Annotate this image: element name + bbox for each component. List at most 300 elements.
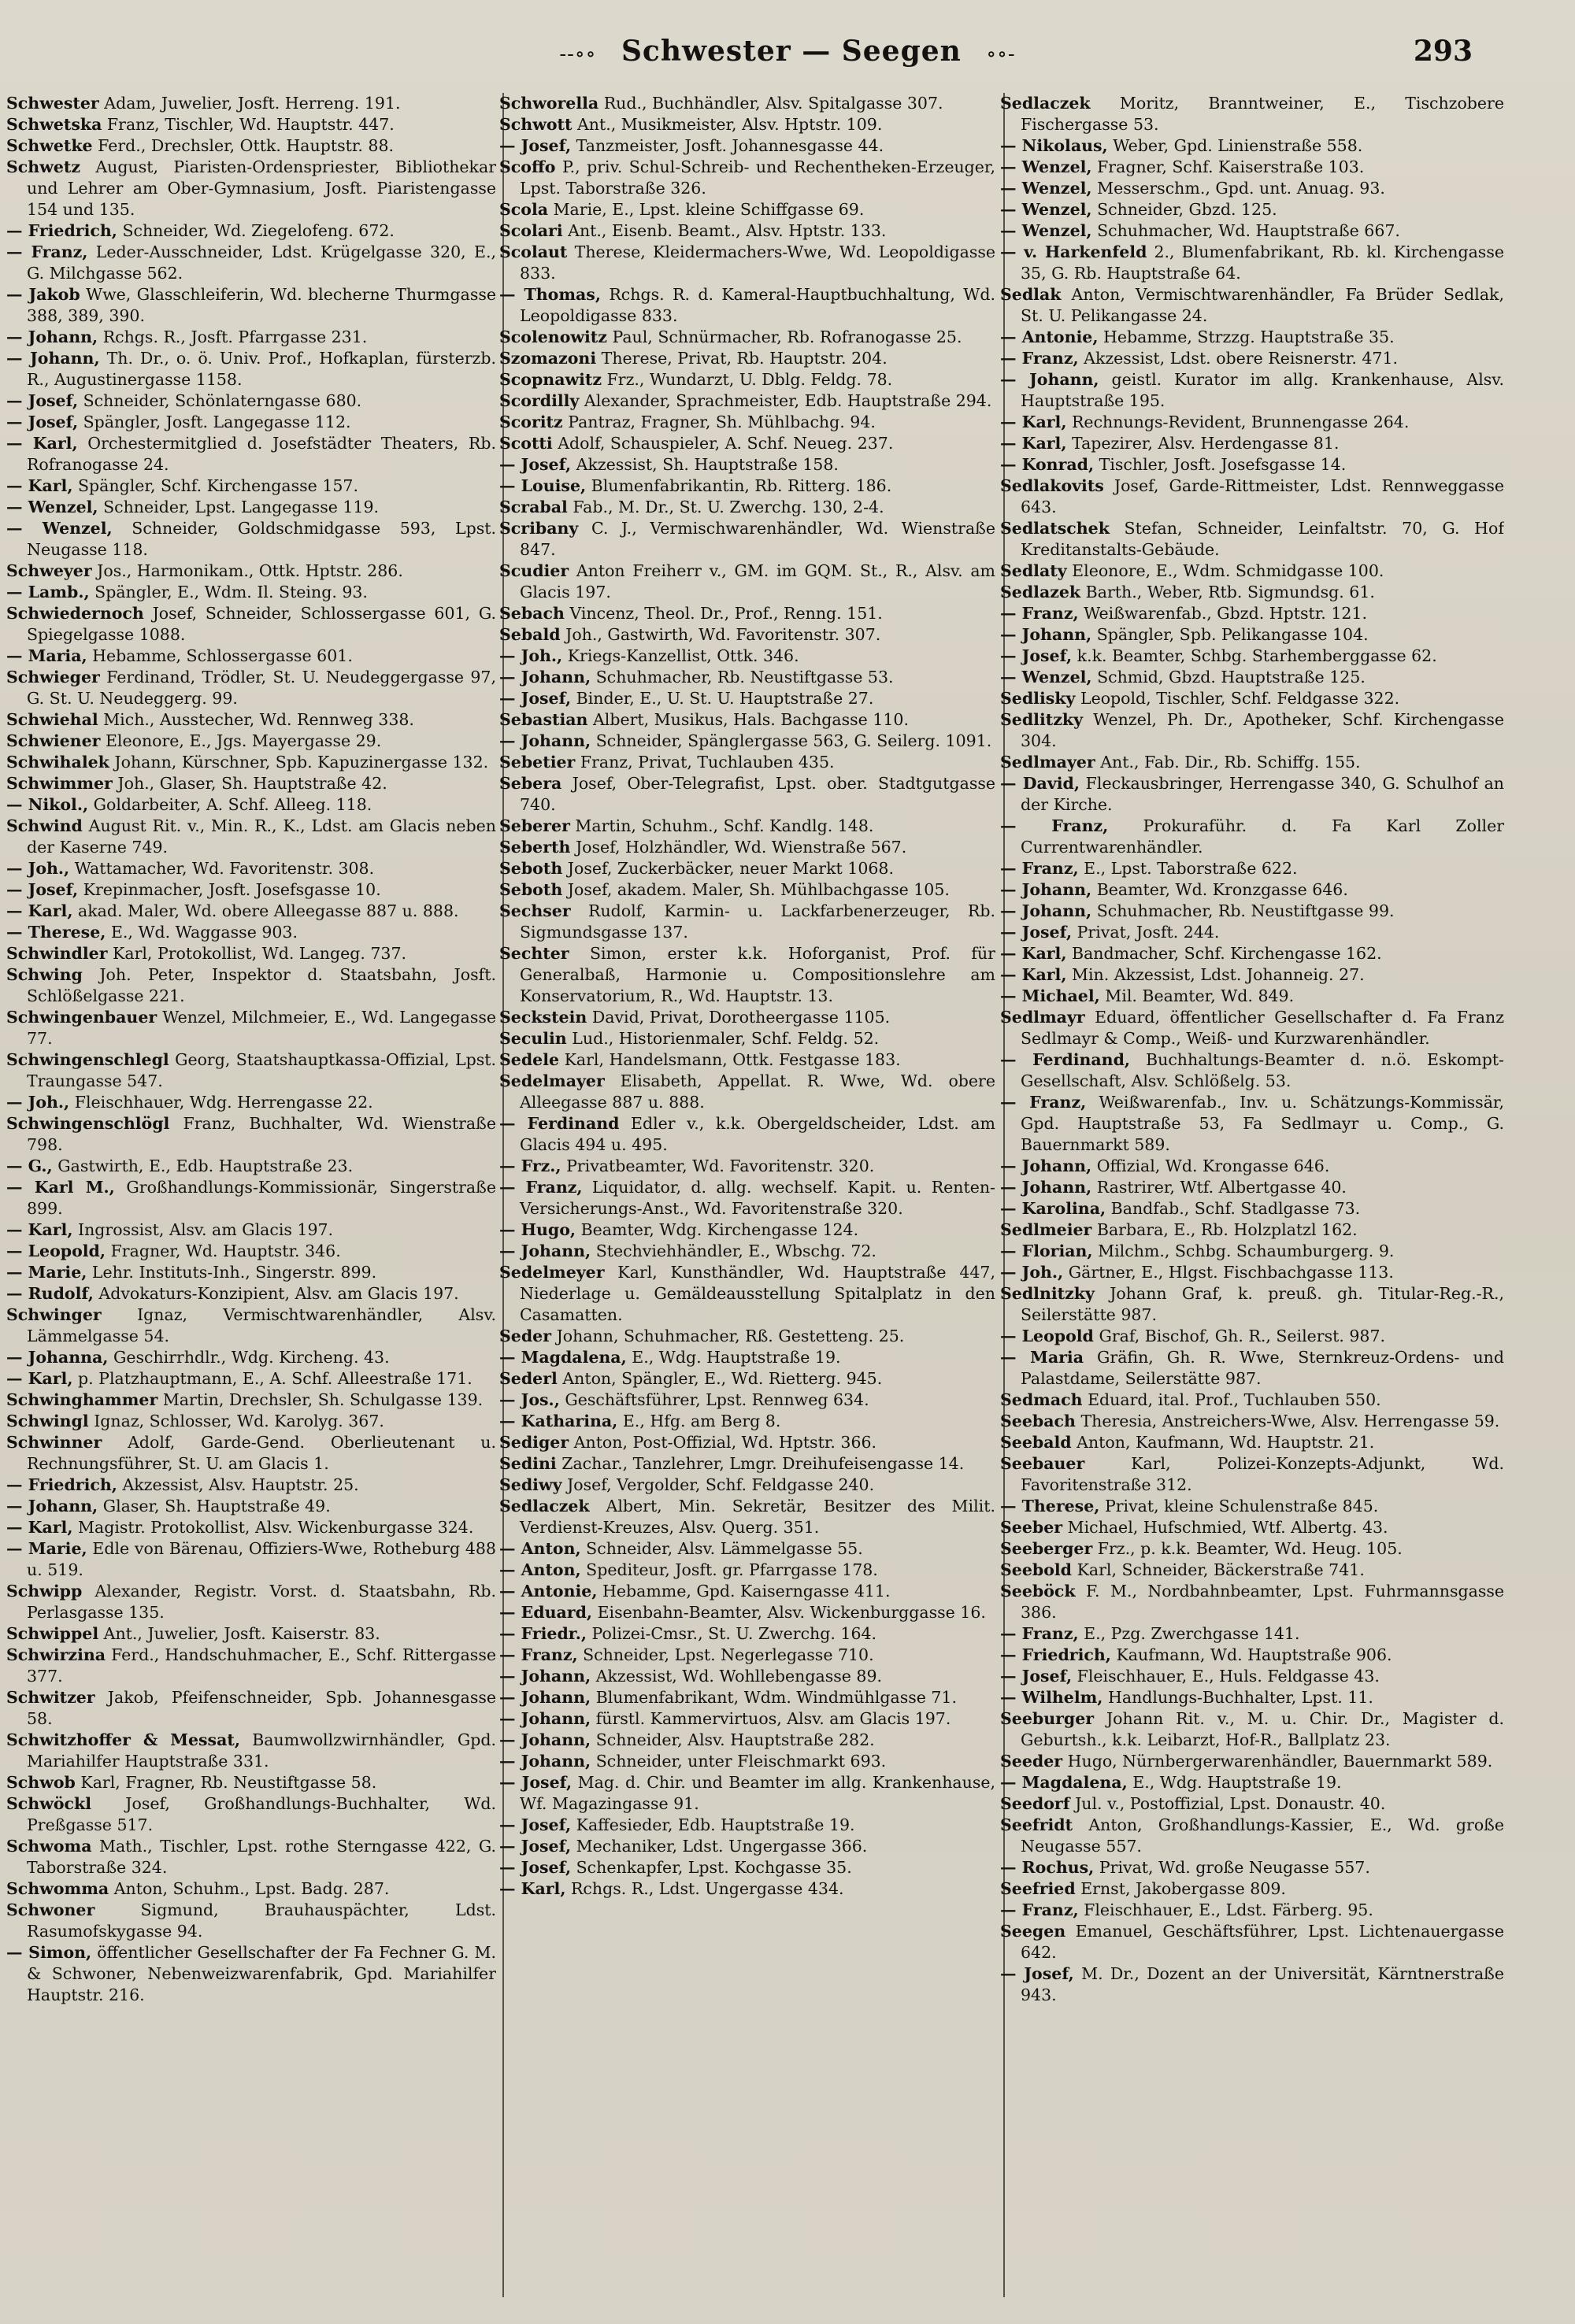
entry-name: — Therese, [6, 923, 106, 942]
entry-detail: Binder, E., U. St. U. Hauptstraße 27. [576, 689, 874, 708]
directory-entry [499, 603, 995, 624]
entry-detail: Eleonore, E., Wdm. Schmidgasse 100. [1072, 561, 1384, 580]
directory-entry [1000, 199, 1504, 220]
entry-detail: Zachar., Tanzlehrer, Lmgr. Dreihufeisengasse 14. [561, 1454, 965, 1473]
entry-detail: Jakob, Pfeifenschneider, Spb. Johannesgasse 58. [27, 1688, 496, 1728]
entry-name: — Karl, [6, 1220, 73, 1239]
entry-name: — Franz, [499, 1645, 578, 1664]
entry-name: — Josef, [6, 391, 79, 410]
directory-entry [1000, 1708, 1504, 1751]
entry-name: — Michael, [1000, 986, 1100, 1005]
entry-detail: Min. Akzessist, Ldst. Johanneig. 27. [1072, 965, 1365, 984]
entry-name: Seeböck [1000, 1582, 1076, 1601]
entry-name: Sedele [499, 1050, 560, 1069]
directory-entry [499, 943, 995, 1007]
directory-entry [499, 1432, 995, 1453]
entry-detail: Edle von Bärenau, Offiziers-Wwe, Rotheburg 488 u. 519. [27, 1539, 496, 1579]
directory-entry [6, 1730, 496, 1772]
entry-detail: Weißwarenfab., Inv. u. Schätzungs-Kommissär, Gpd. Hauptstraße 53, Fa Sedlmayr u. Comp., G. Bauernmarkt 589. [1021, 1093, 1504, 1154]
directory-entry [1000, 624, 1504, 646]
entry-detail: Schneider, Alsv. Lämmelgasse 55. [586, 1539, 863, 1558]
directory-entry [499, 752, 995, 773]
directory-entry [499, 773, 995, 816]
directory-entry [499, 709, 995, 731]
directory-entry [6, 1177, 496, 1219]
directory-entry [1000, 1411, 1504, 1432]
directory-entry [499, 1475, 995, 1496]
entry-name: Scolari [499, 221, 563, 240]
directory-entry [1000, 476, 1504, 518]
entry-name: — Karl, [6, 1369, 73, 1388]
entry-name: — Maria, [6, 646, 87, 665]
entry-name: — Konrad, [1000, 455, 1095, 474]
entry-detail: Johann Rit. v., M. u. Chir. Dr., Magister d. Geburtsh., k.k. Leibarzt, Hof-R., Ballplatz 23. [1021, 1709, 1504, 1749]
entry-name: — Josef, [499, 1837, 572, 1856]
directory-entry [6, 752, 496, 773]
entry-detail: Vincenz, Theol. Dr., Prof., Renng. 151. [569, 604, 883, 623]
entry-detail: fürstl. Kammervirtuos, Alsv. am Glacis 197. [595, 1709, 951, 1728]
entry-name: Schworella [499, 94, 599, 113]
entry-detail: Therese, Kleidermachers-Wwe, Wd. Leopoldigasse 833. [520, 242, 995, 283]
entry-detail: Franz, Tischler, Wd. Hauptstr. 447. [106, 115, 395, 134]
entry-name: — Wenzel, [6, 498, 98, 516]
entry-name: Schwingenbauer [6, 1008, 158, 1027]
entry-name: — Franz, [1000, 859, 1079, 878]
entry-detail: Kaffesieder, Edb. Hauptstraße 19. [576, 1815, 855, 1834]
directory-entry [499, 1453, 995, 1475]
entry-detail: E., Lpst. Taborstraße 622. [1084, 859, 1298, 878]
directory-entry [1000, 1560, 1504, 1581]
entry-name: — Josef, [6, 880, 79, 899]
entry-name: Seeburger [1000, 1709, 1095, 1728]
entry-detail: Simon, erster k.k. Hoforganist, Prof. für Generalbaß, Harmonie u. Compositionslehre am Konservatorium, R., Wd. Hauptstr. 13. [520, 944, 995, 1005]
directory-entry [1000, 518, 1504, 561]
directory-entry [1000, 1581, 1504, 1623]
directory-entry [6, 858, 496, 879]
directory-entry [6, 412, 496, 433]
entry-detail: Anton, Großhandlungs-Kassier, E., Wd. große Neugasse 557. [1021, 1815, 1504, 1856]
directory-entry [499, 688, 995, 709]
directory-entry [6, 433, 496, 476]
directory-entry [499, 561, 995, 603]
entry-name: Scordilly [499, 391, 580, 410]
directory-entry [499, 242, 995, 284]
directory-entry [6, 1878, 496, 1900]
entry-name: — Karl, [6, 476, 73, 495]
entry-name: Sedelmayer [499, 1071, 605, 1090]
entry-detail: Fleischhauer, Wdg. Herrengasse 22. [74, 1093, 373, 1112]
entry-detail: Gärtner, E., Hlgst. Fischbachgasse 113. [1068, 1263, 1394, 1282]
directory-entry [1000, 1453, 1504, 1496]
entry-name: — Friedrich, [1000, 1645, 1111, 1664]
directory-entry [6, 1049, 496, 1092]
entry-name: — Johanna, [6, 1348, 109, 1367]
directory-entry [499, 1560, 995, 1581]
directory-entry [1000, 1772, 1504, 1793]
entry-name: Sedlatschek [1000, 519, 1110, 538]
entry-name: — Marie, [6, 1539, 87, 1558]
entry-detail: Mil. Beamter, Wd. 849. [1105, 986, 1295, 1005]
entry-detail: Joh., Gastwirth, Wd. Favoritenstr. 307. [565, 625, 881, 644]
directory-entry [1000, 879, 1504, 901]
entry-name: — Johann, [499, 1709, 591, 1728]
entry-detail: Gräfin, Gh. R. Wwe, Sternkreuz-Ordens- und Palastdame, Seilerstätte 987. [1021, 1348, 1504, 1388]
entry-detail: Lud., Historienmaler, Schf. Feldg. 52. [572, 1029, 880, 1048]
column-3 [1000, 93, 1504, 2297]
entry-detail: Blumenfabrikant, Wdm. Windmühlgasse 71. [595, 1688, 957, 1707]
entry-name: — Josef, [6, 413, 79, 431]
entry-detail: Mich., Ausstecher, Wd. Rennweg 338. [103, 710, 414, 729]
entry-name: — Joh., [499, 646, 563, 665]
entry-name: — Franz, [6, 242, 88, 261]
column-1 [6, 93, 496, 2297]
entry-name: Seckstein [499, 1008, 587, 1027]
entry-detail: Bandfab., Schf. Stadlgasse 73. [1110, 1199, 1361, 1218]
entry-name: — Maria [1000, 1348, 1084, 1367]
directory-entry [1000, 773, 1504, 816]
entry-name: — Karl, [1000, 944, 1067, 963]
entry-name: Scudier [499, 561, 569, 580]
entry-detail: Wenzel, Milchmeier, E., Wd. Langegasse 77. [27, 1008, 496, 1048]
entry-detail: Josef, akadem. Maler, Sh. Mühlbachgasse 105. [567, 880, 950, 899]
entry-name: Schwetke [6, 136, 93, 155]
entry-name: Scolenowitz [499, 328, 607, 346]
entry-detail: Schneider, Alsv. Hauptstraße 282. [595, 1730, 875, 1749]
entry-detail: Großhandlungs-Kommissionär, Singerstraße 899. [27, 1178, 496, 1218]
entry-name: Schwing [6, 965, 83, 984]
directory-entry [1000, 157, 1504, 178]
entry-name: — Wilhelm, [1000, 1688, 1103, 1707]
entry-detail: Ignaz, Schlosser, Wd. Karolyg. 367. [94, 1412, 384, 1430]
entry-name: Sedlmeier [1000, 1220, 1092, 1239]
directory-entry [499, 518, 995, 561]
entry-name: Schwomma [6, 1879, 109, 1898]
entry-detail: Mechaniker, Ldst. Ungergasse 366. [576, 1837, 868, 1856]
entry-name: — Rochus, [1000, 1858, 1095, 1877]
entry-name: — Magdalena, [499, 1348, 627, 1367]
ornament-right: ∘∘- [986, 43, 1016, 66]
entry-detail: Eisenbahn-Beamter, Alsv. Wickenburggasse 16. [597, 1603, 986, 1622]
entry-name: — Johann, [6, 349, 100, 368]
directory-entry [499, 1708, 995, 1730]
directory-entry [499, 348, 995, 369]
entry-name: Sederl [499, 1369, 558, 1388]
directory-entry [1000, 135, 1504, 157]
entry-name: Scola [499, 200, 549, 219]
entry-detail: Ant., Eisenb. Beamt., Alsv. Hptstr. 133. [568, 221, 887, 240]
entry-detail: Krepinmacher, Josft. Josefsgasse 10. [83, 880, 381, 899]
directory-entry [499, 220, 995, 242]
entry-detail: Adam, Juwelier, Josft. Herreng. 191. [104, 94, 401, 113]
entry-detail: Spängler, Spb. Pelikangasse 104. [1096, 625, 1369, 644]
entry-name: Schwihalek [6, 753, 109, 772]
entry-name: Scribany [499, 519, 579, 538]
entry-detail: Rudolf, Karmin- u. Lackfarbenerzeuger, Rb. Sigmundsgasse 137. [520, 901, 995, 942]
entry-detail: Rchgs. R. d. Kameral-Hauptbuchhaltung, Wd. Leopoldigasse 833. [520, 285, 995, 325]
entry-detail: Baumwollzwirnhändler, Gpd. Mariahilfer Hauptstraße 331. [27, 1730, 496, 1771]
directory-entry [499, 1772, 995, 1815]
entry-detail: Prokuraführ. d. Fa Karl Zoller Currentwarenhändler. [1021, 816, 1504, 857]
directory-entry [6, 1942, 496, 2006]
entry-name: Schwindler [6, 944, 108, 963]
entry-name: Sedmach [1000, 1390, 1083, 1409]
entry-detail: Schneider, Lpst. Negerlegasse 710. [583, 1645, 874, 1664]
entry-detail: Martin, Drechsler, Sh. Schulgasse 139. [162, 1390, 484, 1409]
directory-entry [1000, 561, 1504, 582]
entry-detail: Anton, Post-Offizial, Wd. Hptstr. 366. [573, 1433, 877, 1452]
entry-detail: Fleischhauer, E., Huls. Feldgasse 43. [1077, 1667, 1380, 1686]
entry-detail: Fragner, Wd. Hauptstr. 346. [110, 1242, 341, 1260]
entry-name: Sebastian [499, 710, 588, 729]
directory-entry [1000, 1645, 1504, 1666]
directory-entry [499, 1878, 995, 1900]
entry-detail: Schneider, Wd. Ziegelofeng. 672. [122, 221, 395, 240]
entry-detail: Blumenfabrikantin, Rb. Ritterg. 186. [591, 476, 892, 495]
entry-name: Seebald [1000, 1433, 1072, 1452]
entry-detail: Moritz, Branntweiner, E., Tischzobere Fischergasse 53. [1021, 94, 1504, 134]
entry-name: — Josef, [1000, 1964, 1074, 1983]
directory-entry [499, 1411, 995, 1432]
entry-detail: Alexander, Sprachmeister, Edb. Hauptstraße 294. [584, 391, 992, 410]
entry-detail: David, Privat, Dorotheergasse 1105. [591, 1008, 891, 1027]
entry-detail: Messerschm., Gpd. unt. Anuag. 93. [1097, 179, 1385, 198]
directory-entry [499, 1113, 995, 1156]
entry-detail: Milchm., Schbg. Schaumburgerg. 9. [1098, 1242, 1395, 1260]
directory-entry [6, 348, 496, 390]
entry-detail: Johann Graf, k. preuß. gh. Titular-Reg.-R., Seilerstätte 987. [1021, 1284, 1504, 1324]
entry-detail: Frz., p. k.k. Beamter, Wd. Heug. 105. [1097, 1539, 1403, 1558]
entry-name: — Johann, [499, 1730, 591, 1749]
entry-detail: Beamter, Wd. Kronzgasse 646. [1096, 880, 1348, 899]
directory-entry [499, 667, 995, 688]
entry-name: — Joh., [1000, 1263, 1064, 1282]
entry-detail: geistl. Kurator im allg. Krankenhause, Alsv. Hauptstraße 195. [1021, 370, 1504, 410]
directory-entry [6, 242, 496, 284]
entry-name: — Johann, [6, 328, 98, 346]
entry-detail: Adolf, Garde-Gend. Oberlieutenant u. Rechnungsführer, St. U. am Glacis 1. [27, 1433, 496, 1473]
entry-detail: Josef, Holzhändler, Wd. Wienstraße 567. [575, 838, 907, 857]
directory-entry [1000, 1007, 1504, 1049]
entry-name: — Franz, [1000, 349, 1079, 368]
entry-detail: Schmid, Gbzd. Hauptstraße 125. [1097, 668, 1366, 686]
entry-name: — Wenzel, [1000, 157, 1092, 176]
entry-name: Schwitzer [6, 1688, 95, 1707]
entry-detail: Geschäftsführer, Lpst. Rennweg 634. [565, 1390, 869, 1409]
directory-entry [499, 816, 995, 837]
entry-name: — Leopold [1000, 1327, 1094, 1345]
entry-detail: Gastwirth, E., Edb. Hauptstraße 23. [57, 1156, 354, 1175]
directory-entry [6, 773, 496, 794]
entry-detail: Joh., Glaser, Sh. Hauptstraße 42. [117, 774, 387, 793]
entry-detail: Akzessist, Sh. Hauptstraße 158. [576, 455, 839, 474]
entry-detail: Th. Dr., o. ö. Univ. Prof., Hofkaplan, fürsterzb. R., Augustinergasse 1158. [27, 349, 496, 389]
directory-entry [499, 199, 995, 220]
directory-entry [1000, 220, 1504, 242]
entry-name: Sebetier [499, 753, 576, 772]
directory-entry [499, 1857, 995, 1878]
entry-detail: E., Wdg. Hauptstraße 19. [632, 1348, 841, 1367]
directory-entry [499, 879, 995, 901]
directory-entry [6, 1772, 496, 1793]
entry-name: Schwingl [6, 1412, 89, 1430]
entry-name: — Karolina, [1000, 1199, 1106, 1218]
entry-detail: Lehr. Instituts-Inh., Singerstr. 899. [91, 1263, 377, 1282]
entry-name: Seegen [1000, 1922, 1066, 1941]
entry-detail: Georg, Staatshauptkassa-Offizial, Lpst. Traungasse 547. [27, 1050, 496, 1090]
entry-detail: Leder-Ausschneider, Ldst. Krügelgasse 320, E., G. Milchgasse 562. [27, 242, 496, 283]
entry-name: Seebach [1000, 1412, 1076, 1430]
directory-entry [6, 1241, 496, 1262]
entry-name: Schwipp [6, 1582, 83, 1601]
entry-detail: Privatbeamter, Wd. Favoritenstr. 320. [566, 1156, 875, 1175]
entry-detail: Offizial, Wd. Krongasse 646. [1096, 1156, 1330, 1175]
entry-detail: Math., Tischler, Lpst. rothe Sterngasse 422, G. Taborstraße 324. [27, 1837, 496, 1877]
page-header [0, 31, 1575, 79]
directory-entry [1000, 1219, 1504, 1241]
directory-entry [499, 858, 995, 879]
entry-name: Sebera [499, 774, 562, 793]
directory-entry [499, 1751, 995, 1772]
directory-entry [1000, 454, 1504, 476]
directory-entry [6, 518, 496, 561]
entry-detail: Barth., Weber, Rtb. Sigmundsg. 61. [1085, 583, 1375, 601]
entry-name: Seberth [499, 838, 571, 857]
entry-name: — Magdalena, [1000, 1773, 1128, 1792]
entry-detail: Josef, Großhandlungs-Buchhalter, Wd. Preßgasse 517. [27, 1794, 496, 1834]
entry-name: Scrabal [499, 498, 568, 516]
entry-name: — G., [6, 1156, 53, 1175]
entry-name: Schwott [499, 115, 573, 134]
entry-name: Sedelmeyer [499, 1263, 605, 1282]
entry-name: — Jakob [6, 285, 80, 304]
entry-name: Seboth [499, 859, 563, 878]
entry-detail: Buchhaltungs-Beamter d. n.ö. Eskompt-Gesellschaft, Alsv. Schlößelg. 53. [1021, 1050, 1504, 1090]
entry-name: Seberer [499, 816, 570, 835]
running-title-text: Schwester — Seegen [621, 35, 962, 68]
directory-entry [6, 922, 496, 943]
directory-entry [6, 816, 496, 858]
entry-detail: Ignaz, Vermischtwarenhändler, Alsv. Lämmelgasse 54. [27, 1305, 496, 1345]
entry-name: — Karl, [6, 1518, 73, 1537]
entry-name: Scotti [499, 434, 553, 453]
entry-name: Sedlaczek [499, 1497, 590, 1515]
entry-detail: Franz, Privat, Tuchlauben 435. [580, 753, 835, 772]
entry-detail: Weißwarenfab., Gbzd. Hptstr. 121. [1084, 604, 1367, 623]
entry-name: Schwind [6, 816, 83, 835]
directory-entry [6, 1368, 496, 1390]
directory-entry [1000, 667, 1504, 688]
entry-name: Seculin [499, 1029, 567, 1048]
entry-detail: Martin, Schuhm., Schf. Kandlg. 148. [575, 816, 874, 835]
entry-name: Schwingenschlögl [6, 1114, 170, 1133]
directory-entry [6, 1411, 496, 1432]
directory-entry [1000, 1496, 1504, 1517]
entry-name: Schwieger [6, 668, 100, 686]
entry-detail: Graf, Bischof, Gh. R., Seilerst. 987. [1099, 1327, 1386, 1345]
entry-name: Schwingenschlegl [6, 1050, 169, 1069]
directory-entry [1000, 1092, 1504, 1156]
entry-name: — David, [1000, 774, 1080, 793]
entry-name: — Johann, [499, 731, 591, 750]
entry-detail: Schenkapfer, Lpst. Kochgasse 35. [576, 1858, 852, 1877]
directory-entry [6, 603, 496, 646]
directory-entry [1000, 1815, 1504, 1857]
entry-name: — Antonie, [499, 1582, 598, 1601]
entry-detail: Ferd., Drechsler, Ottk. Hauptstr. 88. [98, 136, 395, 155]
entry-detail: Ant., Juwelier, Josft. Kaiserstr. 83. [103, 1624, 380, 1643]
entry-detail: Schneider, Gbzd. 125. [1097, 200, 1277, 219]
entry-detail: Anton, Kaufmann, Wd. Hauptstr. 21. [1077, 1433, 1375, 1452]
directory-entry [1000, 1241, 1504, 1262]
entry-name: — Karl, [499, 1879, 566, 1898]
directory-entry [499, 1623, 995, 1645]
entry-detail: Marie, E., Lpst. kleine Schiffgasse 69. [553, 200, 865, 219]
directory-entry [499, 157, 995, 199]
entry-name: — Franz, [1000, 1624, 1079, 1643]
entry-detail: Schneider, Lpst. Langegasse 119. [103, 498, 380, 516]
directory-entry [6, 93, 496, 114]
directory-entry [1000, 1751, 1504, 1772]
entry-detail: Hugo, Nürnbergerwarenhändler, Bauernmarkt 589. [1067, 1752, 1493, 1771]
directory-entry [1000, 348, 1504, 369]
directory-entry [1000, 922, 1504, 943]
directory-entry [499, 412, 995, 433]
entry-name: Sebald [499, 625, 561, 644]
entry-detail: Wenzel, Ph. Dr., Apotheker, Schf. Kirchengasse 304. [1021, 710, 1504, 750]
entry-name: — Josef, [1000, 923, 1073, 942]
entry-detail: Fleischhauer, E., Ldst. Färberg. 95. [1084, 1900, 1373, 1919]
entry-detail: Hebamme, Schlossergasse 601. [92, 646, 353, 665]
directory-entry [499, 1390, 995, 1411]
directory-entry [499, 901, 995, 943]
directory-entry [1000, 1857, 1504, 1878]
directory-entry [1000, 1517, 1504, 1538]
entry-detail: akad. Maler, Wd. obere Alleegasse 887 u. 888. [78, 901, 459, 920]
entry-detail: Pantraz, Fragner, Sh. Mühlbachg. 94. [568, 413, 876, 431]
entry-name: — Josef, [1000, 1667, 1073, 1686]
entry-detail: Alexander, Registr. Vorst. d. Staatsbahn, Rb. Perlasgasse 135. [27, 1582, 496, 1622]
entry-detail: Spängler, E., Wdm. Il. Steing. 93. [94, 583, 368, 601]
directory-entry [6, 1219, 496, 1241]
entry-detail: Therese, Privat, Rb. Hauptstr. 204. [601, 349, 888, 368]
entry-detail: Eduard, öffentlicher Gesellschafter d. Fa Franz Sedlmayr & Comp., Weiß- und Kurzwarenhändler. [1021, 1008, 1504, 1048]
entry-name: — Florian, [1000, 1242, 1093, 1260]
directory-entry [499, 476, 995, 497]
directory-entry [1000, 1262, 1504, 1283]
directory-entry [499, 1007, 995, 1028]
directory-entry [499, 1219, 995, 1241]
directory-entry [499, 1326, 995, 1347]
entry-detail: Rechnungs-Revident, Brunnengasse 264. [1072, 413, 1410, 431]
entry-detail: Tischler, Josft. Josefsgasse 14. [1099, 455, 1347, 474]
directory-entry [1000, 858, 1504, 879]
entry-detail: Liquidator, d. allg. wechself. Kapit. u. Renten-Versicherungs-Anst., Wd. Favoritenstraße 320. [520, 1178, 995, 1218]
entry-name: — Josef, [499, 1858, 572, 1877]
entry-detail: Anton, Spängler, E., Wd. Rietterg. 945. [562, 1369, 883, 1388]
directory-entry [1000, 646, 1504, 667]
directory-entry [499, 646, 995, 667]
entry-detail: Fragner, Schf. Kaiserstraße 103. [1097, 157, 1365, 176]
directory-entry [6, 476, 496, 497]
entry-detail: F. M., Nordbahnbeamter, Lpst. Fuhrmannsgasse 386. [1021, 1582, 1504, 1622]
entry-name: — Karl, [1000, 413, 1067, 431]
entry-detail: Joh. Peter, Inspektor d. Staatsbahn, Josft. Schlößelgasse 221. [27, 965, 496, 1005]
directory-entry [499, 114, 995, 135]
directory-entry [6, 731, 496, 752]
entry-name: Seefridt [1000, 1815, 1073, 1834]
entry-name: — Antonie, [1000, 328, 1099, 346]
entry-name: — Leopold, [6, 1242, 106, 1260]
